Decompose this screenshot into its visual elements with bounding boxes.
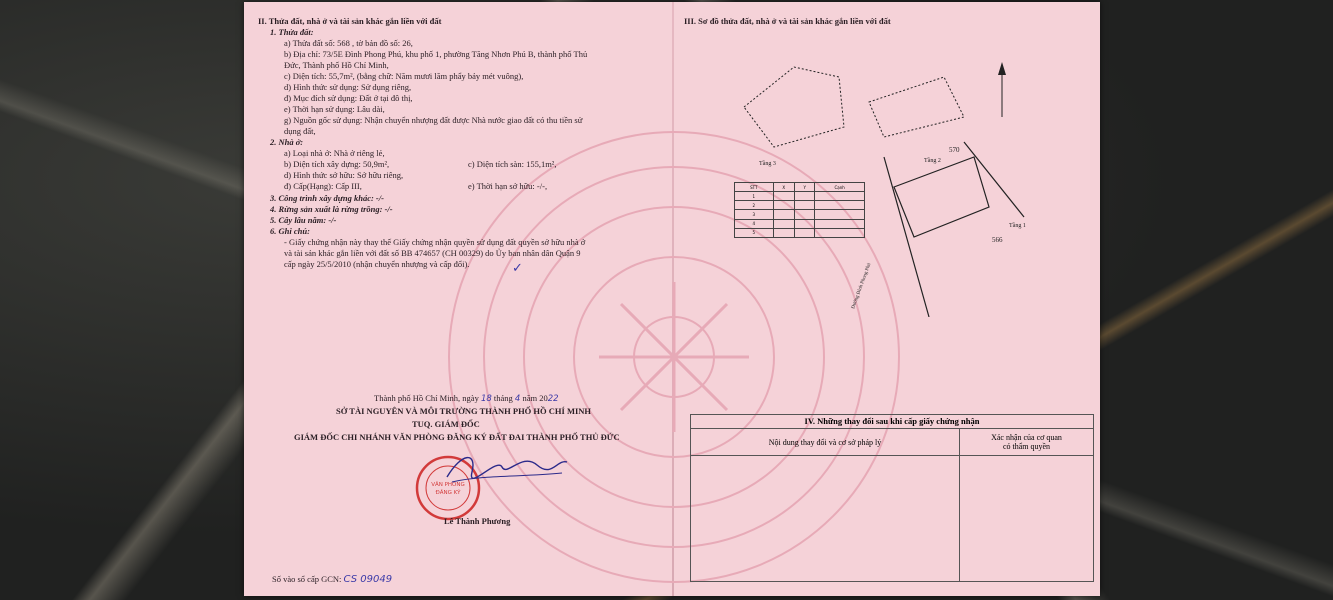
svg-text:ĐĂNG KÝ: ĐĂNG KÝ — [435, 490, 461, 496]
floor-3-label: Tầng 3 — [759, 161, 776, 167]
neighbor-parcel-566: 566 — [992, 236, 1003, 244]
svg-text:VĂN PHÒNG: VĂN PHÒNG — [431, 482, 465, 488]
branch-director: GIÁM ĐỐC CHI NHÁNH VĂN PHÒNG ĐĂNG KÝ ĐẤT ĐAI THÀNH PHỐ THỦ ĐỨC — [294, 432, 620, 442]
note-line-3: cấp ngày 25/5/2010 (nhận chuyển nhượng và cấp đổi). — [284, 259, 470, 269]
street-label: Đường Đình Phong Phú — [851, 262, 873, 310]
signer-name: Lê Thành Phương — [444, 516, 511, 526]
perennial-trees: 5. Cây lâu năm: -/- — [270, 215, 337, 225]
neighbor-parcel-570: 570 — [949, 146, 960, 154]
house-type: a) Loại nhà ở: Nhà ở riêng lẻ, — [284, 148, 385, 158]
section-3-title: III. Sơ đồ thửa đất, nhà ở và tài sản khác gắn liền với đất — [684, 16, 891, 26]
section-2-title: II. Thửa đất, nhà ở và tài sản khác gắn liền với đất — [258, 16, 442, 26]
note-line-2: và tài sản khác gắn liền với đất số BB 474657 (CH 00329) do Ủy ban nhân dân Quận 9 — [284, 248, 581, 258]
land-parcel: a) Thửa đất số: 568 , tờ bản đồ số: 26, — [284, 38, 413, 48]
land-origin-1: g) Nguồn gốc sử dụng: Nhận chuyển nhượng đất được Nhà nước giao đất có thu tiền sử — [284, 115, 583, 125]
house-heading: 2. Nhà ở: — [270, 137, 304, 147]
changes-content-header: Nội dung thay đổi và cơ sở pháp lý — [691, 429, 959, 456]
note-line-1: - Giấy chứng nhận này thay thế Giấy chứng nhận quyền sử dụng đất quyền sở hữu nhà ở — [284, 237, 586, 247]
initials-mark: ✓ — [512, 261, 523, 276]
certificate-paper — [244, 2, 1100, 596]
floor-2-label: Tầng 2 — [924, 158, 941, 164]
register-number: Số vào sổ cấp GCN: CS 09049 — [272, 574, 393, 585]
section-4-title: IV. Những thay đổi sau khi cấp giấy chứng nhận — [691, 415, 1093, 429]
production-forest: 4. Rừng sản xuất là rừng trồng: -/- — [270, 204, 393, 214]
land-heading: 1. Thửa đất: — [270, 27, 314, 37]
north-arrow-icon — [998, 62, 1006, 117]
house-ownership: d) Hình thức sở hữu: Sở hữu riêng, — [284, 170, 404, 180]
changes-authority-column — [960, 429, 1093, 581]
house-grade: đ) Cấp(Hạng): Cấp III, — [284, 181, 362, 191]
land-area: c) Diện tích: 55,7m², (bằng chữ: Năm mươi lăm phẩy bảy mét vuông), — [284, 71, 524, 81]
land-use-form: d) Hình thức sử dụng: Sử dụng riêng, — [284, 82, 412, 92]
land-address-2: Đức, Thành phố Hồ Chí Minh, — [284, 60, 389, 70]
coordinate-table: STT X Y Cạnh 1 2 3 4 5 — [734, 182, 865, 238]
handwritten-signature — [442, 447, 572, 487]
changes-authority-header: Xác nhận của cơ quan có thẩm quyền — [960, 429, 1093, 456]
other-works: 3. Công trình xây dựng khác: -/- — [270, 193, 384, 203]
changes-table — [690, 414, 1094, 582]
land-use-term: e) Thời hạn sử dụng: Lâu dài, — [284, 104, 385, 114]
floor-1-label: Tầng 1 — [1009, 223, 1026, 229]
house-build-area: b) Diện tích xây dựng: 50,9m², — [284, 159, 390, 169]
place-date: Thành phố Hồ Chí Minh, ngày 18 tháng 4 năm 2022 — [374, 393, 559, 404]
land-use-purpose: đ) Mục đích sử dụng: Đất ở tại đô thị, — [284, 93, 413, 103]
tuq-director: TUQ. GIÁM ĐỐC — [412, 419, 480, 429]
department-name: SỞ TÀI NGUYÊN VÀ MÔI TRƯỜNG THÀNH PHỐ HỒ CHÍ MINH — [336, 406, 592, 416]
changes-content-column — [691, 429, 960, 581]
land-origin-2: dụng đất, — [284, 126, 316, 136]
notes-heading: 6. Ghi chú: — [270, 226, 310, 236]
house-term: e) Thời hạn sở hữu: -/-, — [468, 181, 548, 191]
center-fold — [672, 2, 674, 596]
land-address-1: b) Địa chỉ: 73/5E Đình Phong Phú, khu phố 1, phường Tăng Nhơn Phú B, thành phố Thủ — [284, 49, 588, 59]
house-floor-area: c) Diện tích sàn: 155,1m², — [468, 159, 557, 169]
